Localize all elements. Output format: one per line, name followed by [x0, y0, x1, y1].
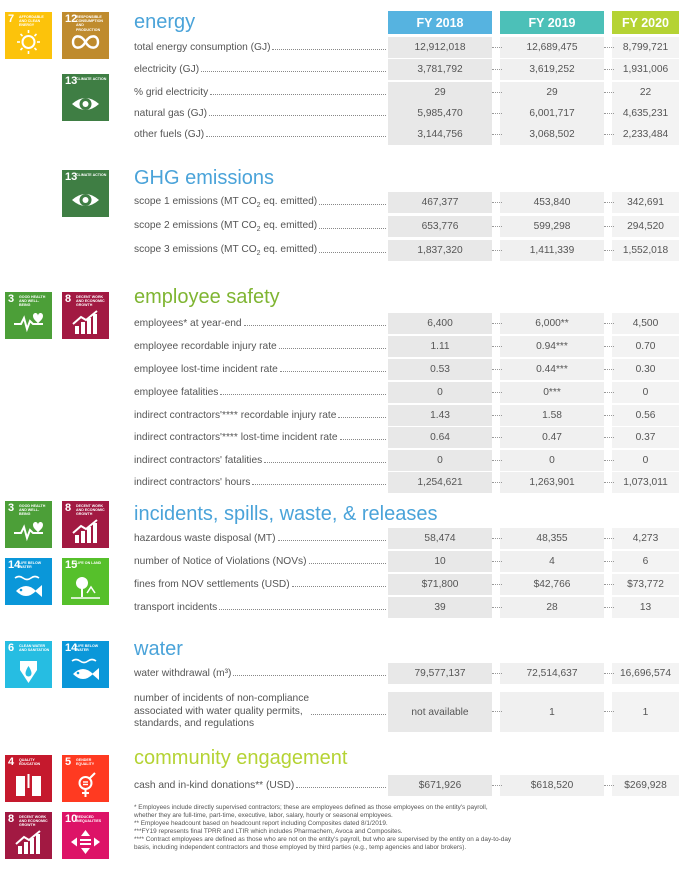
value-cell-fy2020: 6 [612, 551, 679, 572]
table-row [134, 124, 679, 145]
row-label-text: employee lost-time incident rate [134, 364, 278, 375]
sdg-8-icon: 8 DECENT WORK AND ECONOMIC GROWTH [62, 292, 109, 339]
value-cell-fy2020: 22 [612, 82, 679, 103]
value-cell-fy2020: 0 [612, 450, 679, 471]
row-label [134, 124, 386, 145]
dotted-leader [311, 714, 386, 715]
sdg-5-icon: 5 GENDER EQUALITY [62, 755, 109, 802]
table-row [134, 528, 679, 549]
section-title-safety: employee safety [134, 286, 280, 308]
dotted-connector [492, 673, 502, 674]
dotted-connector [492, 226, 502, 227]
value-cell-fy2020: 13 [612, 597, 679, 618]
value-cell-fy2018: 10 [388, 551, 492, 572]
row-label-text: employee fatalities [134, 387, 219, 398]
table-row [134, 359, 679, 380]
dotted-leader [252, 484, 386, 485]
value-cell-fy2019: 48,355 [500, 528, 604, 549]
dotted-leader [319, 228, 386, 229]
dotted-connector [604, 538, 614, 539]
row-label-text-end: eq. emitted) [260, 243, 318, 255]
row-label-text: natural gas (GJ) [134, 108, 208, 119]
row-label-text: water withdrawal (m³) [134, 668, 232, 679]
row-label [134, 216, 386, 237]
dotted-connector [492, 785, 502, 786]
value-cell-fy2019: 72,514,637 [500, 663, 604, 684]
row-label-text: % grid electricity [134, 87, 209, 98]
value-cell-fy2019: 6,000** [500, 313, 604, 334]
dotted-leader [338, 417, 386, 418]
sdg-4-icon: 4 QUALITY EDUCATION [5, 755, 52, 802]
sdg-3-icon: 3 GOOD HEALTH AND WELL-BEING [5, 292, 52, 339]
value-cell-fy2020: 0.37 [612, 427, 679, 448]
row-label-text: electricity (GJ) [134, 64, 200, 75]
value-cell-fy2018: $71,800 [388, 574, 492, 595]
sdg-8-community-icon: 8 DECENT WORK AND ECONOMIC GROWTH [5, 812, 52, 859]
sdg-13-icon: 13 CLIMATE ACTION [62, 74, 109, 121]
dotted-connector [604, 69, 614, 70]
dotted-connector [604, 369, 614, 370]
dotted-connector [604, 561, 614, 562]
value-cell-fy2020: 0.56 [612, 405, 679, 426]
value-cell-fy2020: 2,233,484 [612, 124, 679, 145]
section-title-incidents: incidents, spills, waste, & releases [134, 503, 438, 525]
sdg-14-icon: 14 LIFE BELOW WATER [5, 558, 52, 605]
table-row [134, 103, 679, 124]
dotted-leader [206, 136, 386, 137]
footnote-line: * Employees include directly supervised contractors; these are employees defined as those employees on the entity's payroll, [134, 804, 488, 811]
dotted-connector [604, 113, 614, 114]
value-cell-fy2019: 0.47 [500, 427, 604, 448]
dotted-leader [220, 394, 386, 395]
value-cell-fy2020: 0.30 [612, 359, 679, 380]
row-label [134, 472, 386, 493]
dotted-connector [604, 584, 614, 585]
dotted-leader [309, 563, 386, 564]
row-label [134, 551, 386, 572]
value-cell-fy2020: 0 [612, 382, 679, 403]
row-label-text: employee recordable injury rate [134, 341, 277, 352]
dotted-leader [233, 675, 386, 676]
table-row [134, 313, 679, 334]
row-label-text: indirect contractors'**** recordable injury rate [134, 410, 337, 421]
value-cell-fy2019: 453,840 [500, 192, 604, 213]
value-cell-fy2018: 3,781,792 [388, 59, 492, 80]
dotted-connector [604, 250, 614, 251]
dotted-leader [296, 787, 386, 788]
value-cell-fy2019: 0.94*** [500, 336, 604, 357]
value-cell-fy2020: 0.70 [612, 336, 679, 357]
dotted-connector [604, 392, 614, 393]
value-cell-fy2019: 1,411,339 [500, 240, 604, 261]
section-title-community: community engagement [134, 747, 348, 769]
row-label [134, 240, 386, 261]
value-cell-fy2018: 5,985,470 [388, 103, 492, 124]
dotted-connector [604, 415, 614, 416]
value-cell-fy2019: 0.44*** [500, 359, 604, 380]
dotted-leader [244, 325, 386, 326]
row-label [134, 82, 386, 103]
table-row [134, 382, 679, 403]
value-cell-fy2019: 1 [500, 692, 604, 732]
dotted-connector [604, 437, 614, 438]
row-label-text: fines from NOV settlements (USD) [134, 579, 290, 590]
value-cell-fy2020: 4,635,231 [612, 103, 679, 124]
dotted-leader [319, 252, 386, 253]
table-row [134, 663, 679, 684]
sdg-6-icon: 6 CLEAN WATER AND SANITATION [5, 641, 52, 688]
value-cell-fy2019: 599,298 [500, 216, 604, 237]
dotted-connector [492, 47, 502, 48]
value-cell-fy2019: 0*** [500, 382, 604, 403]
row-label [134, 313, 386, 334]
value-cell-fy2018: 1,254,621 [388, 472, 492, 493]
dotted-leader [280, 371, 386, 372]
row-label-text: scope 1 emissions (MT CO [134, 195, 257, 207]
section-title-ghg: GHG emissions [134, 167, 275, 189]
table-row [134, 574, 679, 595]
dotted-connector [604, 323, 614, 324]
dotted-connector [604, 460, 614, 461]
row-label-text: indirect contractors' fatalities [134, 455, 263, 466]
value-cell-fy2020: 1 [612, 692, 679, 732]
value-cell-fy2019: 12,689,475 [500, 37, 604, 58]
dotted-connector [604, 47, 614, 48]
sdg-15-icon: 15 LIFE ON LAND [62, 558, 109, 605]
row-label-subscript: 2 [256, 250, 261, 258]
dotted-connector [492, 437, 502, 438]
dotted-leader [264, 462, 386, 463]
value-cell-fy2018: 467,377 [388, 192, 492, 213]
dotted-connector [492, 561, 502, 562]
dotted-connector [492, 92, 502, 93]
table-row [134, 551, 679, 572]
dotted-connector [492, 392, 502, 393]
value-cell-fy2018: 0.53 [388, 359, 492, 380]
row-label [134, 574, 386, 595]
dotted-connector [604, 785, 614, 786]
row-label [134, 59, 386, 80]
value-cell-fy2018: 3,144,756 [388, 124, 492, 145]
value-cell-fy2018: 29 [388, 82, 492, 103]
value-cell-fy2019: 4 [500, 551, 604, 572]
dotted-connector [604, 202, 614, 203]
row-label-text: scope 3 emissions (MT CO [134, 243, 257, 255]
dotted-connector [492, 607, 502, 608]
row-label [134, 692, 386, 732]
sdg-12-icon: 12 RESPONSIBLE CONSUMPTION AND PRODUCTION [62, 12, 109, 59]
value-cell-fy2018: 0 [388, 450, 492, 471]
row-label-text: indirect contractors'**** lost-time incident rate [134, 432, 338, 443]
row-label [134, 103, 386, 124]
value-cell-fy2020: $73,772 [612, 574, 679, 595]
row-label [134, 405, 386, 426]
value-cell-fy2020: 342,691 [612, 192, 679, 213]
value-cell-fy2020: 4,500 [612, 313, 679, 334]
value-cell-fy2018: $671,926 [388, 775, 492, 796]
table-row [134, 405, 679, 426]
row-label-text: number of Notice of Violations (NOVs) [134, 556, 307, 567]
value-cell-fy2020: 294,520 [612, 216, 679, 237]
dotted-connector [492, 113, 502, 114]
dotted-connector [492, 538, 502, 539]
value-cell-fy2018: 0 [388, 382, 492, 403]
table-row [134, 59, 679, 80]
dotted-connector [492, 134, 502, 135]
value-cell-fy2018: 1.11 [388, 336, 492, 357]
row-label [134, 192, 386, 213]
row-label-line: associated with water quality permits, [134, 705, 303, 717]
dotted-leader [209, 115, 386, 116]
header-fy2018: FY 2018 [388, 11, 492, 34]
value-cell-fy2020: 1,073,011 [612, 472, 679, 493]
dotted-leader [210, 94, 386, 95]
header-fy2020: FY 2020 [612, 11, 679, 34]
row-label-text: other fuels (GJ) [134, 129, 205, 140]
dotted-connector [604, 711, 614, 712]
value-cell-fy2018: 1.43 [388, 405, 492, 426]
dotted-connector [492, 69, 502, 70]
dotted-connector [492, 202, 502, 203]
table-row [134, 472, 679, 493]
dotted-connector [492, 415, 502, 416]
footnote-line: ** Employee headcount based on headcount report including Composites dated 8/1/2019. [134, 819, 388, 827]
value-cell-fy2018: 6,400 [388, 313, 492, 334]
dotted-connector [492, 460, 502, 461]
dotted-connector [604, 226, 614, 227]
row-label-subscript: 2 [256, 202, 261, 210]
sdg-7-icon: 7 AFFORDABLE AND CLEAN ENERGY [5, 12, 52, 59]
section-title-energy: energy [134, 11, 196, 33]
dotted-connector [492, 584, 502, 585]
row-label [134, 359, 386, 380]
row-label [134, 427, 386, 448]
footnote-line: ***FY19 represents final TPRR and LTIR which includes Pharmachem, Avoca and Composites. [134, 827, 403, 835]
dotted-connector [492, 369, 502, 370]
value-cell-fy2020: 8,799,721 [612, 37, 679, 58]
value-cell-fy2019: 3,068,502 [500, 124, 604, 145]
value-cell-fy2019: $42,766 [500, 574, 604, 595]
row-label-line: number of incidents of non-compliance [134, 693, 309, 705]
table-row [134, 450, 679, 471]
value-cell-fy2019: 3,619,252 [500, 59, 604, 80]
row-label [134, 382, 386, 403]
value-cell-fy2020: 1,931,006 [612, 59, 679, 80]
dotted-connector [604, 346, 614, 347]
value-cell-fy2018: 58,474 [388, 528, 492, 549]
table-row [134, 692, 679, 732]
value-cell-fy2019: 6,001,717 [500, 103, 604, 124]
dotted-connector [604, 134, 614, 135]
table-row [134, 216, 679, 237]
table-row [134, 192, 679, 213]
value-cell-fy2020: $269,928 [612, 775, 679, 796]
dotted-connector [492, 346, 502, 347]
footnotes [134, 804, 684, 851]
dotted-connector [604, 482, 614, 483]
table-row [134, 427, 679, 448]
value-cell-fy2018: not available [388, 692, 492, 732]
value-cell-fy2020: 4,273 [612, 528, 679, 549]
dotted-leader [272, 49, 386, 50]
row-label-text: scope 2 emissions (MT CO [134, 219, 257, 231]
value-cell-fy2018: 39 [388, 597, 492, 618]
dotted-leader [319, 204, 386, 205]
row-label-text: transport incidents [134, 602, 218, 613]
dotted-connector [604, 607, 614, 608]
dotted-connector [604, 92, 614, 93]
value-cell-fy2019: 0 [500, 450, 604, 471]
sdg-3-incidents-icon: 3 GOOD HEALTH AND WELL-BEING [5, 501, 52, 548]
table-row [134, 82, 679, 103]
table-row [134, 775, 679, 796]
row-label [134, 528, 386, 549]
value-cell-fy2018: 0.64 [388, 427, 492, 448]
dotted-connector [492, 323, 502, 324]
dotted-leader [279, 348, 386, 349]
row-label [134, 336, 386, 357]
table-row [134, 336, 679, 357]
row-label-text-end: eq. emitted) [260, 195, 318, 207]
row-label [134, 663, 386, 684]
dotted-leader [278, 540, 386, 541]
row-label [134, 450, 386, 471]
value-cell-fy2019: 29 [500, 82, 604, 103]
footnote-line: whether they are full-time, part-time, executive, labor, salary, hourly or seasonal employees. [134, 811, 393, 819]
row-label [134, 597, 386, 618]
footnote-line: **** Contract employees are defined as those who are not on the entity's payroll, but who are supervised by the entity on a day-to-day [134, 835, 512, 843]
row-label-subscript: 2 [256, 226, 261, 234]
dotted-leader [292, 586, 386, 587]
value-cell-fy2018: 12,912,018 [388, 37, 492, 58]
table-row [134, 240, 679, 261]
row-label [134, 37, 386, 58]
sdg-10-icon: 10 REDUCED INEQUALITIES [62, 812, 109, 859]
sdg-14-water-icon: 14 LIFE BELOW WATER [62, 641, 109, 688]
row-label-text: employees* at year-end [134, 318, 242, 329]
value-cell-fy2018: 653,776 [388, 216, 492, 237]
row-label-text: total energy consumption (GJ) [134, 42, 271, 53]
value-cell-fy2018: 1,837,320 [388, 240, 492, 261]
dotted-connector [492, 711, 502, 712]
dotted-leader [340, 439, 386, 440]
row-label [134, 775, 386, 796]
row-label-text: indirect contractors' hours [134, 477, 251, 488]
dotted-leader [201, 71, 386, 72]
row-label-text: hazardous waste disposal (MT) [134, 533, 276, 544]
sdg-13-ghg-icon: 13 CLIMATE ACTION [62, 170, 109, 217]
row-label-line: standards, and regulations [134, 718, 255, 730]
header-fy2019: FY 2019 [500, 11, 604, 34]
value-cell-fy2019: 1,263,901 [500, 472, 604, 493]
value-cell-fy2019: 1.58 [500, 405, 604, 426]
sdg-8-incidents-icon: 8 DECENT WORK AND ECONOMIC GROWTH [62, 501, 109, 548]
value-cell-fy2020: 1,552,018 [612, 240, 679, 261]
section-title-water: water [134, 638, 183, 660]
footnote-line: basis, including independent contractors and those employed by third parties (e.g., temp agencies and labor brokers). [134, 843, 467, 851]
row-label-text-end: eq. emitted) [260, 219, 318, 231]
value-cell-fy2019: 28 [500, 597, 604, 618]
dotted-leader [219, 609, 386, 610]
table-row [134, 37, 679, 58]
value-cell-fy2020: 16,696,574 [612, 663, 679, 684]
dotted-connector [492, 250, 502, 251]
dotted-connector [604, 673, 614, 674]
dotted-connector [492, 482, 502, 483]
row-label-text: cash and in-kind donations** (USD) [134, 780, 295, 791]
value-cell-fy2018: 79,577,137 [388, 663, 492, 684]
table-row [134, 597, 679, 618]
value-cell-fy2019: $618,520 [500, 775, 604, 796]
